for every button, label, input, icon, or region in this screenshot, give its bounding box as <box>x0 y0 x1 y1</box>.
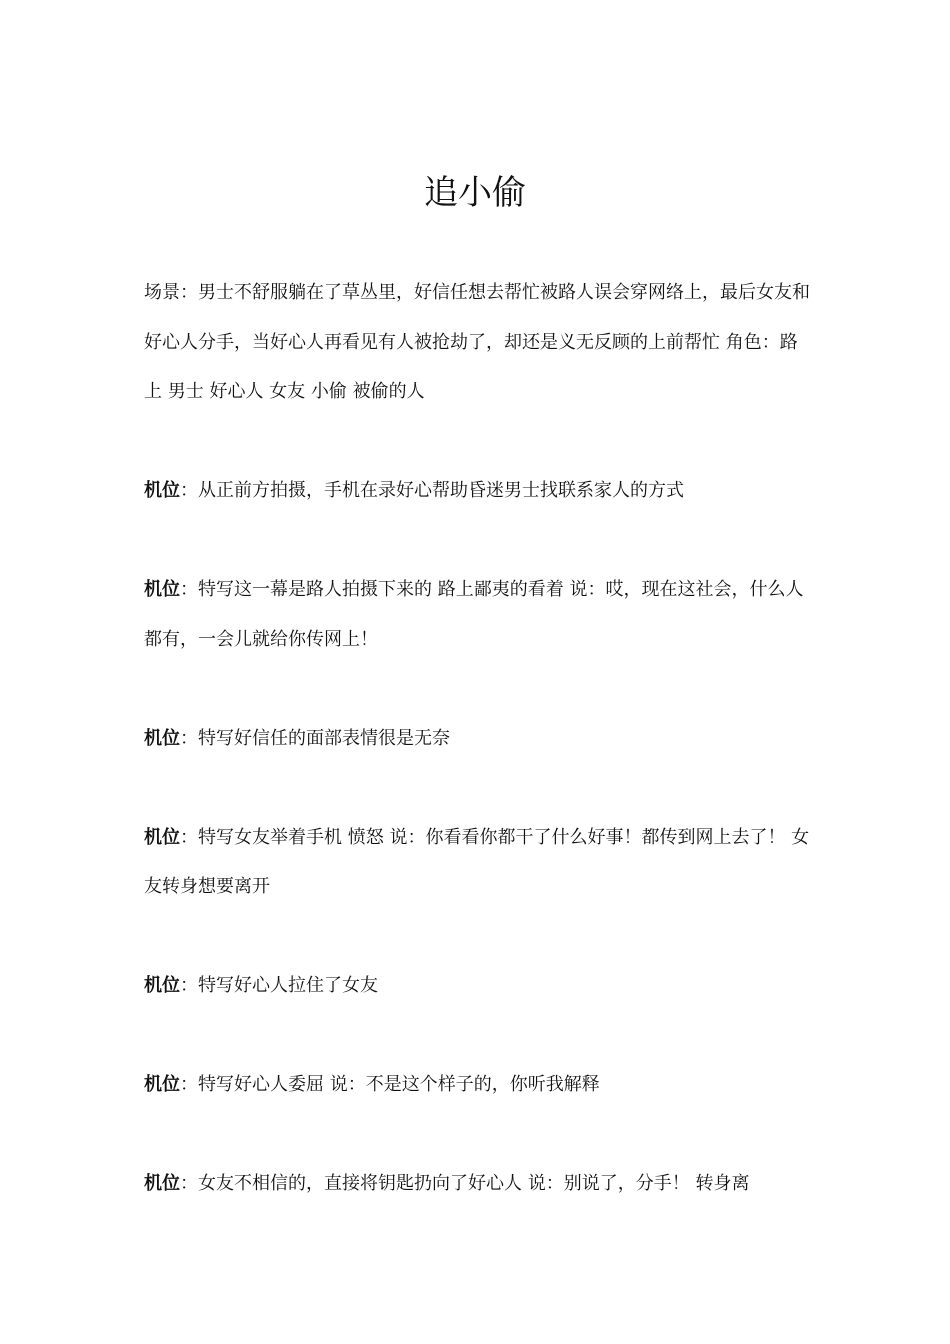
shot-text: 特写这一幕是路人拍摄下来的 路上鄙夷的看着 说：哎，现在这社会，什么人都有，一会儿就给你传网上！ <box>144 579 804 650</box>
shot-text: 女友不相信的，直接将钥匙扔向了好心人 说：别说了，分手！ 转身离 <box>198 1173 750 1194</box>
shot-paragraph <box>144 813 812 912</box>
shot-separator: ： <box>180 480 198 501</box>
shot-label: 机位 <box>144 826 180 848</box>
shot-paragraph <box>144 714 812 764</box>
shot-label: 机位 <box>144 1173 180 1194</box>
shot-separator: ： <box>180 1074 198 1095</box>
shot-text: 从正前方拍摄，手机在录好心帮助昏迷男士找联系家人的方式 <box>198 480 684 501</box>
shot-separator: ： <box>180 727 198 749</box>
document-title: 追小偷 <box>424 173 526 213</box>
shot-separator: ： <box>180 975 198 996</box>
shot-label: 机位 <box>144 1074 180 1095</box>
shot-text: 特写好心人委屈 说：不是这个样子的，你听我解释 <box>198 1074 600 1095</box>
document-body <box>144 268 812 1209</box>
shot-paragraph <box>144 565 812 664</box>
shot-label: 机位 <box>144 975 180 996</box>
shot-text: 特写好心人拉住了女友 <box>198 975 378 996</box>
shot-text: 特写好信任的面部表情很是无奈 <box>198 727 450 749</box>
shot-label: 机位 <box>144 727 180 749</box>
shot-paragraph <box>144 1060 812 1110</box>
shot-paragraph <box>144 1159 812 1209</box>
shot-separator: ： <box>180 579 198 600</box>
scene-paragraph: 场景：男士不舒服躺在了草丛里，好信任想去帮忙被路人误会穿网络上，最后女友和好心人分手，当好心人再看见有人被抢劫了，却还是义无反顾的上前帮忙 角色：路上 男士 好心人 女友 小偷 被偷的人 <box>144 282 810 402</box>
shot-paragraph <box>144 961 812 1011</box>
shot-paragraph <box>144 466 812 516</box>
shot-separator: ： <box>180 1173 198 1194</box>
shot-label: 机位 <box>144 579 180 600</box>
shot-label: 机位 <box>144 480 180 501</box>
shot-text: 特写女友举着手机 愤怒 说：你看看你都干了什么好事！都传到网上去了！ 女友转身想要离开 <box>144 826 810 897</box>
shot-separator: ： <box>180 826 198 848</box>
